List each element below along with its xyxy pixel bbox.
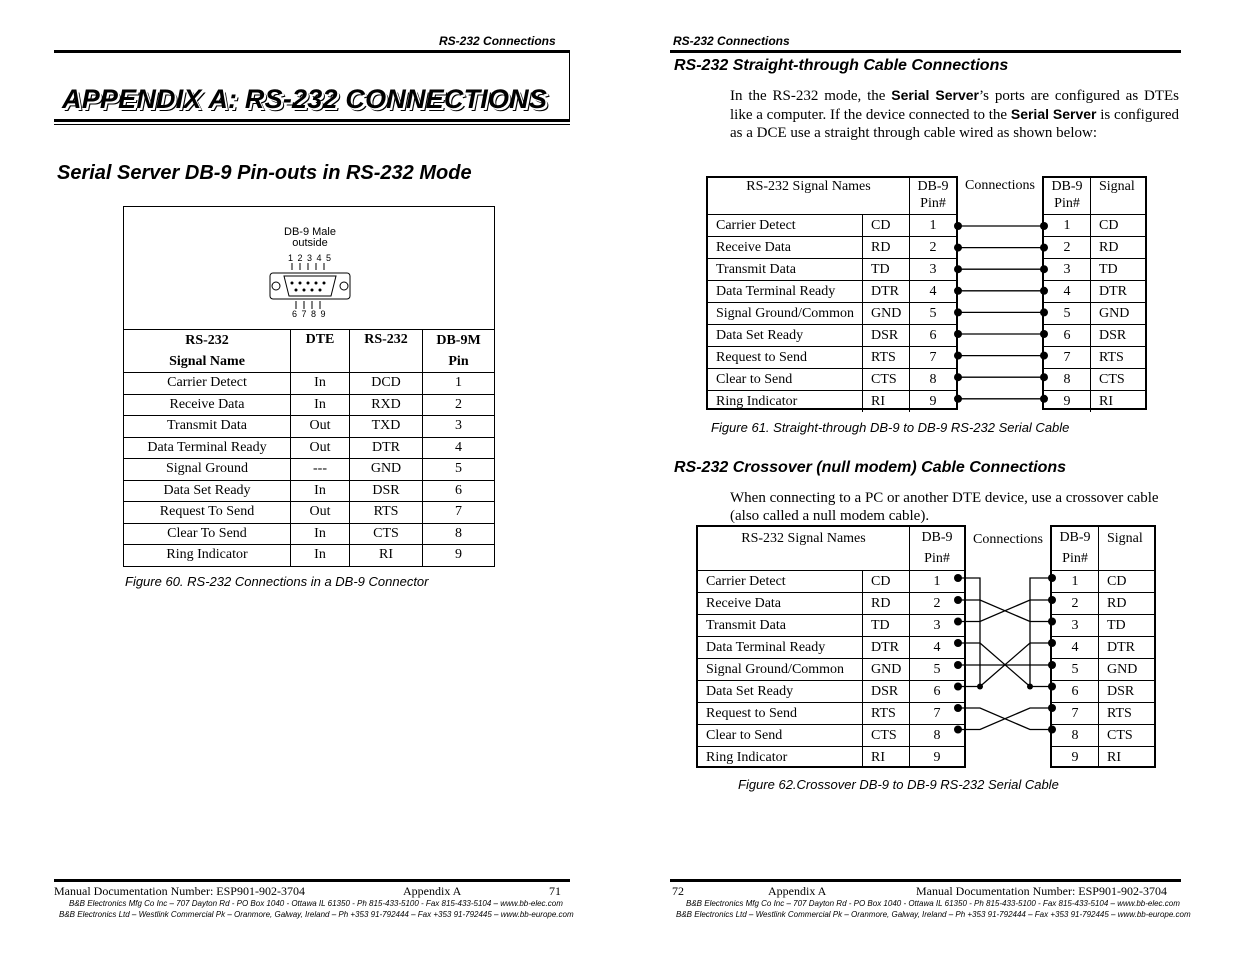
connector-label-line2: outside bbox=[292, 237, 328, 249]
pinout-table bbox=[123, 329, 495, 567]
footer-address-line1: B&B Electronics Mfg Co Inc – 707 Dayton Rd - PO Box 1040 - Ottawa IL 61350 - Ph 815-433-5100 - Fax 815-433-5104 – www.bb-elec.com bbox=[686, 899, 1180, 908]
table-row: 3 TD bbox=[1052, 615, 1154, 637]
figure-62-caption: Figure 62.Crossover DB-9 to DB-9 RS-232 Serial Cable bbox=[738, 777, 1059, 792]
table-row: Request To Send Out RTS 7 bbox=[124, 502, 495, 524]
table-header-row: RS-232 Signal Names DB-9 Pin# bbox=[698, 527, 964, 571]
table-row: Signal Ground/Common GND 5 bbox=[698, 659, 964, 681]
footer-section: Appendix A bbox=[768, 884, 827, 898]
crossover-right-table: DB-9 Pin# Signal 1 CD 2 RD 3 TD 4 DTR 5 GND 6 DSR 7 RTS 8 CTS 9 RI bbox=[1052, 527, 1154, 768]
table-row: Ring Indicator In RI 9 bbox=[124, 545, 495, 567]
connector-bottom-numbers: 6 7 8 9 bbox=[292, 309, 327, 319]
table-row: Ring Indicator RI 9 bbox=[698, 747, 964, 769]
connector-top-numbers: 1 2 3 4 5 bbox=[288, 253, 333, 263]
table-row: Data Terminal Ready DTR 4 bbox=[708, 281, 956, 303]
table-row: Carrier Detect CD 1 bbox=[698, 571, 964, 593]
table-row: 1 CD bbox=[1052, 571, 1154, 593]
footer-doc-number: Manual Documentation Number: ESP901-902-3704 bbox=[54, 884, 305, 898]
table-row: 5 GND bbox=[1052, 659, 1154, 681]
table-row: 1 CD bbox=[1044, 215, 1145, 237]
header-dte: DTE bbox=[291, 330, 350, 373]
table-row: Transmit Data Out TXD 3 bbox=[124, 416, 495, 438]
table-row: 9 RI bbox=[1044, 391, 1145, 413]
table-row: Data Terminal Ready Out DTR 4 bbox=[124, 437, 495, 459]
table-row: 6 DSR bbox=[1052, 681, 1154, 703]
footer-page-number: 72 bbox=[672, 884, 684, 898]
table-row: Request to Send RTS 7 bbox=[708, 347, 956, 369]
straight-heading: RS-232 Straight-through Cable Connections bbox=[674, 57, 1009, 74]
table-row: 6 DSR bbox=[1044, 325, 1145, 347]
header-rule bbox=[54, 50, 570, 53]
table-row: Clear To Send In CTS 8 bbox=[124, 523, 495, 545]
table-row: Carrier Detect CD 1 bbox=[708, 215, 956, 237]
table-row: 2 RD bbox=[1044, 237, 1145, 259]
header-signal-name: RS-232 Signal Name bbox=[124, 330, 291, 373]
straight-paragraph: In the RS-232 mode, the Serial Server’s ports are configured as DTEs like a computer. If the device connected to the Serial Server is configured as a DCE use a straight through cable wired as shown below: bbox=[730, 87, 1180, 141]
table-row: 8 CTS bbox=[1044, 369, 1145, 391]
table-row: 3 TD bbox=[1044, 259, 1145, 281]
table-row: Transmit Data TD 3 bbox=[698, 615, 964, 637]
table-row: Signal Ground --- GND 5 bbox=[124, 459, 495, 481]
table-row: Clear to Send CTS 8 bbox=[708, 369, 956, 391]
table-row: Clear to Send CTS 8 bbox=[698, 725, 964, 747]
table-row: 9 RI bbox=[1052, 747, 1154, 769]
section-title: Serial Server DB-9 Pin-outs in RS-232 Mode bbox=[57, 162, 472, 184]
footer-address-line2: B&B Electronics Ltd – Westlink Commercial Pk – Oranmore, Galway, Ireland – Ph +353 91-792444 – Fax +353 91-792445 – www.bb-europe.com bbox=[59, 910, 574, 919]
header-rule bbox=[670, 50, 1181, 53]
table-row: Carrier Detect In DCD 1 bbox=[124, 373, 495, 395]
figure-61-caption: Figure 61. Straight-through DB-9 to DB-9 RS-232 Serial Cable bbox=[711, 420, 1070, 435]
straight-connections-header: Connections bbox=[965, 178, 1035, 193]
table-row: Data Set Ready DSR 6 bbox=[708, 325, 956, 347]
table-row: 2 RD bbox=[1052, 593, 1154, 615]
table-row: 7 RTS bbox=[1044, 347, 1145, 369]
crossover-paragraph: When connecting to a PC or another DTE device, use a crossover cable (also called a null modem cable). bbox=[730, 490, 1159, 524]
header-rs232: RS-232 bbox=[350, 330, 423, 373]
footer-rule bbox=[54, 879, 570, 882]
title-rule bbox=[54, 119, 570, 122]
crossover-heading: RS-232 Crossover (null modem) Cable Connections bbox=[674, 459, 1067, 476]
table-row: Data Terminal Ready DTR 4 bbox=[698, 637, 964, 659]
table-header-row: RS-232 Signal Names DB-9 Pin# bbox=[708, 178, 956, 215]
table-row: 7 RTS bbox=[1052, 703, 1154, 725]
footer-doc-number: Manual Documentation Number: ESP901-902-3704 bbox=[916, 884, 1167, 898]
connector-label bbox=[274, 227, 346, 249]
table-row: Ring Indicator RI 9 bbox=[708, 391, 956, 413]
footer-page-number: 71 bbox=[549, 884, 561, 898]
straight-right-table: DB-9 Pin# Signal 1 CD 2 RD 3 TD 4 DTR 5 GND 6 DSR 7 RTS 8 CTS 9 RI bbox=[1044, 178, 1145, 412]
db9-connector-icon bbox=[268, 261, 354, 311]
connector-diagram-box bbox=[123, 206, 495, 331]
straight-left-table bbox=[708, 178, 956, 412]
footer-section: Appendix A bbox=[403, 884, 462, 898]
table-row: Request to Send RTS 7 bbox=[698, 703, 964, 725]
table-row: Signal Ground/Common GND 5 bbox=[708, 303, 956, 325]
title-rule-thin bbox=[54, 124, 570, 125]
crossover-connections-header: Connections bbox=[973, 532, 1043, 547]
table-row: Data Set Ready DSR 6 bbox=[698, 681, 964, 703]
table-row: Receive Data RD 2 bbox=[708, 237, 956, 259]
table-row: Receive Data RD 2 bbox=[698, 593, 964, 615]
table-header-row bbox=[124, 330, 495, 373]
connector-label-line1: DB-9 Male bbox=[284, 226, 336, 238]
straight-wiring-diagram bbox=[950, 216, 1050, 412]
crossover-left-table bbox=[698, 527, 964, 768]
figure-60-caption: Figure 60. RS-232 Connections in a DB-9 Connector bbox=[125, 574, 429, 589]
title-box-right-border bbox=[569, 53, 570, 121]
table-row: Data Set Ready In DSR 6 bbox=[124, 480, 495, 502]
table-row: 5 GND bbox=[1044, 303, 1145, 325]
table-row: 4 DTR bbox=[1044, 281, 1145, 303]
running-header: RS-232 Connections bbox=[673, 34, 790, 48]
table-row: 4 DTR bbox=[1052, 637, 1154, 659]
footer-address-line1: B&B Electronics Mfg Co Inc – 707 Dayton Rd - PO Box 1040 - Ottawa IL 61350 - Ph 815-433-5100 - Fax 815-433-5104 – www.bb-elec.com bbox=[69, 899, 563, 908]
table-row: 8 CTS bbox=[1052, 725, 1154, 747]
crossover-wiring-diagram bbox=[950, 570, 1060, 766]
appendix-title: APPENDIX A: RS-232 CONNECTIONS bbox=[62, 84, 548, 114]
header-db9m-pin: DB-9M Pin bbox=[423, 330, 495, 373]
table-row: Transmit Data TD 3 bbox=[708, 259, 956, 281]
table-row: Receive Data In RXD 2 bbox=[124, 394, 495, 416]
footer-rule bbox=[670, 879, 1181, 882]
footer-address-line2: B&B Electronics Ltd – Westlink Commercial Pk – Oranmore, Galway, Ireland – Ph +353 91-792444 – Fax +353 91-792445 – www.bb-europe.com bbox=[676, 910, 1191, 919]
running-header: RS-232 Connections bbox=[439, 34, 556, 48]
